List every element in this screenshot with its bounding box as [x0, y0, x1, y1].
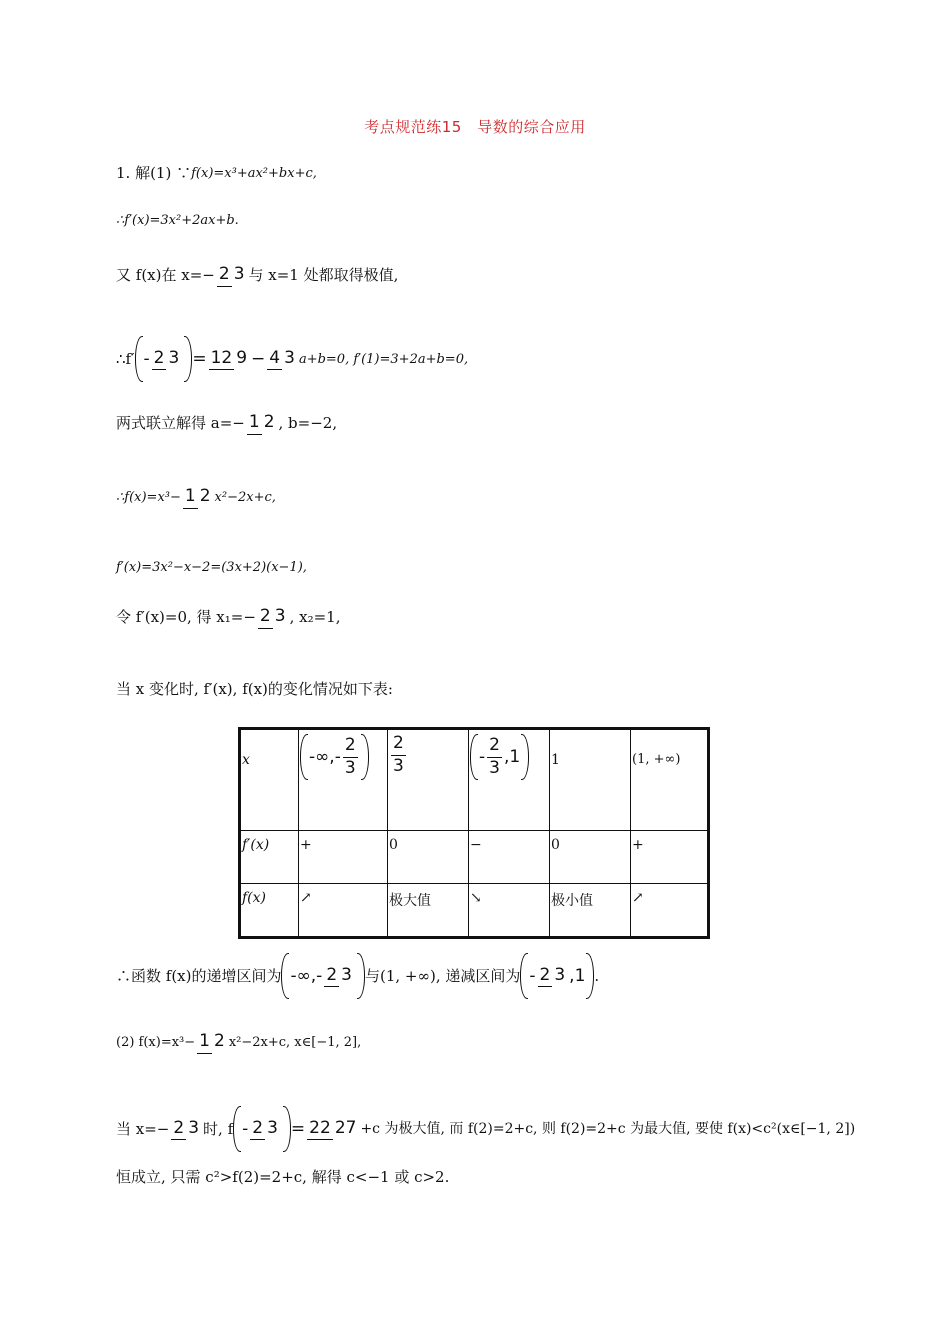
solution-line-6	[116, 486, 276, 509]
line-11-text-b: x²−2x+c, x∈[−1, 2],	[228, 1034, 362, 1050]
solution-line-1	[116, 166, 317, 181]
increasing-arrow-icon: ↗	[299, 884, 388, 938]
line-12-text-c: +c 为极大值, 而 f(2)=2+c, 则 f(2)=2+c 为最大值, 要使 f(x)<c²(x∈[−1, 2])	[360, 1121, 856, 1137]
fraction: 2 3	[258, 606, 288, 629]
solution-line-5	[116, 412, 337, 435]
table-cell: 极大值	[388, 884, 469, 938]
variation-table	[238, 727, 710, 939]
line-12-text-a: 当 x=−	[116, 1119, 170, 1138]
table-cell: +	[299, 831, 388, 884]
fraction: 2 3	[152, 348, 182, 371]
fraction: 2 3	[217, 264, 247, 287]
solution-line-13: 恒成立, 只需 c²>f(2)=2+c, 解得 c<−1 或 c>2.	[116, 1168, 450, 1186]
line-1-prefix: 1. 解(1) ∵	[116, 164, 192, 182]
fraction: 1 2	[247, 412, 277, 435]
page-title: 考点规范练15 导数的综合应用	[364, 118, 586, 136]
table-cell: 2 3	[388, 729, 469, 831]
table-cell: 0	[550, 831, 631, 884]
table-cell: +	[631, 831, 709, 884]
table-cell: 0	[388, 831, 469, 884]
solution-line-7: f′(x)=3x²−x−2=(3x+2)(x−1),	[116, 560, 307, 575]
line-8-text-a: 令 f′(x)=0, 得 x₁=−	[116, 607, 256, 626]
line-1-expr: f(x)=x³+ax²+bx+c,	[191, 166, 317, 181]
table-cell: - 2 3 ,1	[469, 729, 550, 831]
table-cell-label: f′(x)	[240, 831, 299, 884]
increasing-arrow-icon: ↗	[631, 884, 709, 938]
solution-line-8	[116, 606, 340, 629]
solution-line-2: ∴f′(x)=3x²+2ax+b.	[116, 213, 239, 228]
line-5-text-b: , b=−2,	[278, 413, 338, 432]
decreasing-arrow-icon: ↘	[469, 884, 550, 938]
table-cell: −	[469, 831, 550, 884]
line-3-text-a: 又 f(x)在 x=−	[116, 265, 215, 284]
table-cell: 极小值	[550, 884, 631, 938]
line-4-text-b: a+b=0, f′(1)=3+2a+b=0,	[298, 351, 469, 367]
table-row-f	[240, 884, 709, 938]
table-row-fprime	[240, 831, 709, 884]
line-4-text-a: ∴f′	[116, 349, 135, 368]
solution-line-10: ∴函数 f(x)的递增区间为 -∞,- 2 3 与(1, +∞), 递减区间为 - 2 3 ,1 .	[116, 953, 599, 999]
solution-line-3	[116, 264, 398, 287]
line-11-text-a: (2) f(x)=x³−	[116, 1034, 196, 1050]
solution-line-11: (2) f(x)=x³− 1 2 x²−2x+c, x∈[−1, 2],	[116, 1031, 361, 1054]
left-paren	[135, 336, 143, 382]
line-6-text-a: ∴f(x)=x³−	[116, 489, 181, 505]
table-cell: (1, +∞)	[631, 729, 709, 831]
table-cell: -∞,- 2 3	[299, 729, 388, 831]
line-10-text-a: ∴函数 f(x)的递增区间为	[116, 966, 282, 985]
line-8-text-b: , x₂=1,	[289, 607, 341, 626]
solution-line-9: 当 x 变化时, f′(x), f(x)的变化情况如下表:	[116, 680, 393, 698]
solution-line-4: ∴f′ - 2 3 = 12 9 − 4 3 a+b=0, f′(1)=3+2a+b=0,	[116, 336, 468, 382]
fraction: 4 3	[267, 348, 297, 371]
line-10-text-b: 与(1, +∞), 递减区间为	[364, 966, 521, 985]
fraction: 12 9	[209, 348, 249, 371]
table-cell-label: f(x)	[240, 884, 299, 938]
table-row-x	[240, 729, 709, 831]
fraction: 1 2	[183, 486, 213, 509]
line-6-text-b: x²−2x+c,	[214, 489, 276, 505]
line-5-text-a: 两式联立解得 a=−	[116, 413, 245, 432]
table-cell: 1	[550, 729, 631, 831]
solution-line-12: 当 x=− 2 3 时, f - 2 3 = 22 27 +c 为极大值, 而 f(2)=2+c, 则 f(2)=2+c 为最大值, 要使 f(x)<c²(x∈[−1, 2])	[116, 1106, 855, 1152]
right-paren	[184, 336, 192, 382]
line-3-text-b: 与 x=1 处都取得极值,	[248, 265, 399, 284]
table-cell-label: x	[240, 729, 299, 831]
